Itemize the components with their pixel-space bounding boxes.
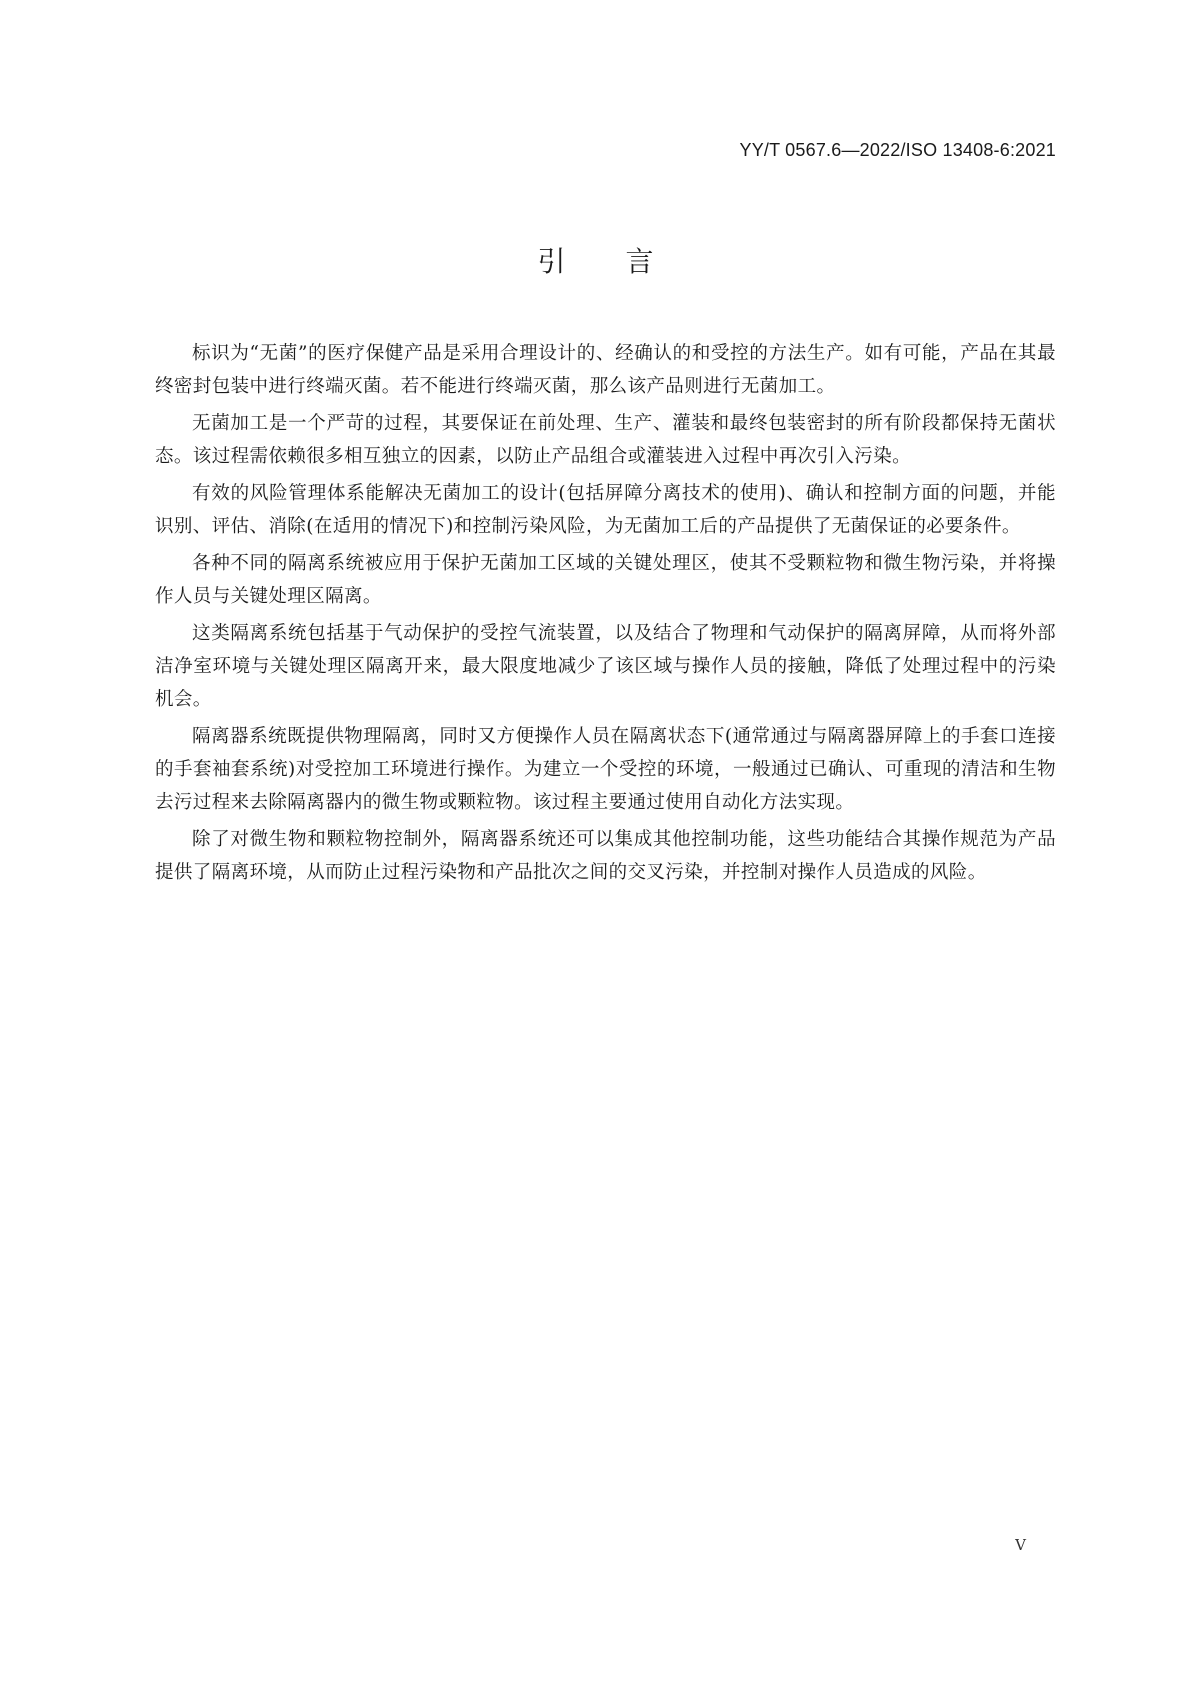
page-number: V: [1015, 1536, 1026, 1554]
page-title: 引言: [537, 245, 714, 278]
paragraph: 无菌加工是一个严苛的过程，其要保证在前处理、生产、灌装和最终包装密封的所有阶段都保持无菌状态。该过程需依赖很多相互独立的因素，以防止产品组合或灌装进入过程中再次引入污染。: [155, 413, 1056, 467]
document-identifier: YY/T 0567.6—2022/ISO 13408-6:2021: [739, 140, 1056, 160]
paragraph: 除了对微生物和颗粒物控制外，隔离器系统还可以集成其他控制功能，这些功能结合其操作规范为产品提供了隔离环境，从而防止过程污染物和产品批次之间的交叉污染，并控制对操作人员造成的风险。: [155, 829, 1056, 883]
paragraph: 有效的风险管理体系能解决无菌加工的设计(包括屏障分离技术的使用)、确认和控制方面的问题，并能识别、评估、消除(在适用的情况下)和控制污染风险，为无菌加工后的产品提供了无菌保证的必要条件。: [155, 483, 1056, 537]
paragraph: 隔离器系统既提供物理隔离，同时又方便操作人员在隔离状态下(通常通过与隔离器屏障上的手套口连接的手套袖套系统)对受控加工环境进行操作。为建立一个受控的环境，一般通过已确认、可重现的清洁和生物去污过程来去除隔离器内的微生物或颗粒物。该过程主要通过使用自动化方法实现。: [155, 726, 1056, 813]
paragraph: 标识为“无菌”的医疗保健产品是采用合理设计的、经确认的和受控的方法生产。如有可能，产品在其最终密封包装中进行终端灭菌。若不能进行终端灭菌，那么该产品则进行无菌加工。: [155, 343, 1056, 397]
paragraph: 这类隔离系统包括基于气动保护的受控气流装置，以及结合了物理和气动保护的隔离屏障，从而将外部洁净室环境与关键处理区隔离开来，最大限度地减少了该区域与操作人员的接触，降低了处理过程中的污染机会。: [155, 623, 1056, 710]
document-body: [155, 337, 1056, 893]
paragraph: 各种不同的隔离系统被应用于保护无菌加工区域的关键处理区，使其不受颗粒物和微生物污染，并将操作人员与关键处理区隔离。: [155, 553, 1056, 607]
